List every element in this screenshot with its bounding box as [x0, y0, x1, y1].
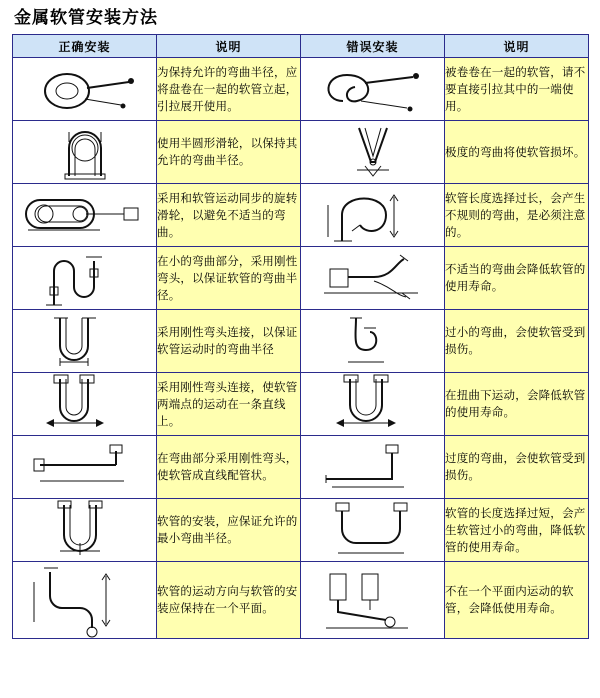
desc-wrong-7: 过度的弯曲，会使软管受到损伤。: [445, 436, 589, 499]
desc-wrong-3: 软管长度选择过长，会产生不规则的弯曲，是必须注意的。: [445, 184, 589, 247]
desc-correct-1: 为保持允许的弯曲半径，应将盘卷在一起的软管立起，引拉展开使用。: [157, 58, 301, 121]
table-row: [13, 436, 589, 499]
hose-installation-table: [12, 34, 589, 639]
table-row: [13, 184, 589, 247]
desc-wrong-4: 不适当的弯曲会降低软管的使用寿命。: [445, 247, 589, 310]
diagram-hose-too-long-icon: [301, 184, 445, 247]
desc-correct-7: 在弯曲部分采用刚性弯头，使软管成直线配管状。: [157, 436, 301, 499]
table-row: [13, 373, 589, 436]
diagram-hose-length-too-long-icon: [301, 499, 445, 562]
table-row: [13, 562, 589, 639]
desc-correct-6: 采用刚性弯头连接，使软管两端点的运动在一条直线上。: [157, 373, 301, 436]
header-wrong-desc: 说明: [445, 35, 589, 58]
page-title: 金属软管安装方法: [14, 8, 158, 28]
diagram-excessive-bend-icon: [301, 436, 445, 499]
table-row: [13, 499, 589, 562]
table-row: [13, 310, 589, 373]
diagram-improper-bend-icon: [301, 247, 445, 310]
desc-wrong-2: 极度的弯曲将使软管损坏。: [445, 121, 589, 184]
desc-correct-4: 在小的弯曲部分，采用刚性弯头，以保证软管的弯曲半径。: [157, 247, 301, 310]
desc-correct-8: 软管的安装，应保证允许的最小弯曲半径。: [157, 499, 301, 562]
table-row: [13, 247, 589, 310]
desc-correct-2: 使用半圆形滑轮，以保持其允许的弯曲半径。: [157, 121, 301, 184]
header-correct-install: 正确安装: [13, 35, 157, 58]
diagram-same-plane-motion-icon: [13, 562, 157, 639]
diagram-min-bend-radius-icon: [13, 499, 157, 562]
header-wrong-install: 错误安装: [301, 35, 445, 58]
diagram-coiled-hose-pulled-icon: [301, 58, 445, 121]
diagram-half-round-pulley-icon: [13, 121, 157, 184]
diagram-sharp-v-bend-icon: [301, 121, 445, 184]
header-correct-desc: 说明: [157, 35, 301, 58]
desc-correct-3: 采用和软管运动同步的旋转滑轮，以避免不适当的弯曲。: [157, 184, 301, 247]
diagram-out-of-plane-motion-icon: [301, 562, 445, 639]
desc-wrong-8: 软管的长度选择过短，会产生软管过小的弯曲，降低软管的使用寿命。: [445, 499, 589, 562]
diagram-elbow-straight-piping-icon: [13, 436, 157, 499]
diagram-rigid-elbow-connection-icon: [13, 310, 157, 373]
diagram-coiled-hose-reel-icon: [13, 58, 157, 121]
desc-wrong-5: 过小的弯曲，会使软管受到损伤。: [445, 310, 589, 373]
table-row: [13, 121, 589, 184]
diagram-too-small-bend-icon: [301, 310, 445, 373]
table-row: [13, 58, 589, 121]
diagram-rigid-elbows-straight-icon: [13, 373, 157, 436]
desc-wrong-6: 在扭曲下运动，会降低软管的使用寿命。: [445, 373, 589, 436]
desc-wrong-9: 不在一个平面内运动的软管，会降低使用寿命。: [445, 562, 589, 639]
diagram-twisting-motion-icon: [301, 373, 445, 436]
desc-correct-5: 采用刚性弯头连接，以保证软管运动时的弯曲半径: [157, 310, 301, 373]
table-header-row: [13, 35, 589, 58]
diagram-rigid-elbow-small-bend-icon: [13, 247, 157, 310]
diagram-rotating-pulley-icon: [13, 184, 157, 247]
desc-correct-9: 软管的运动方向与软管的安装应保持在一个平面。: [157, 562, 301, 639]
desc-wrong-1: 被卷卷在一起的软管，请不要直接引拉其中的一端使用。: [445, 58, 589, 121]
